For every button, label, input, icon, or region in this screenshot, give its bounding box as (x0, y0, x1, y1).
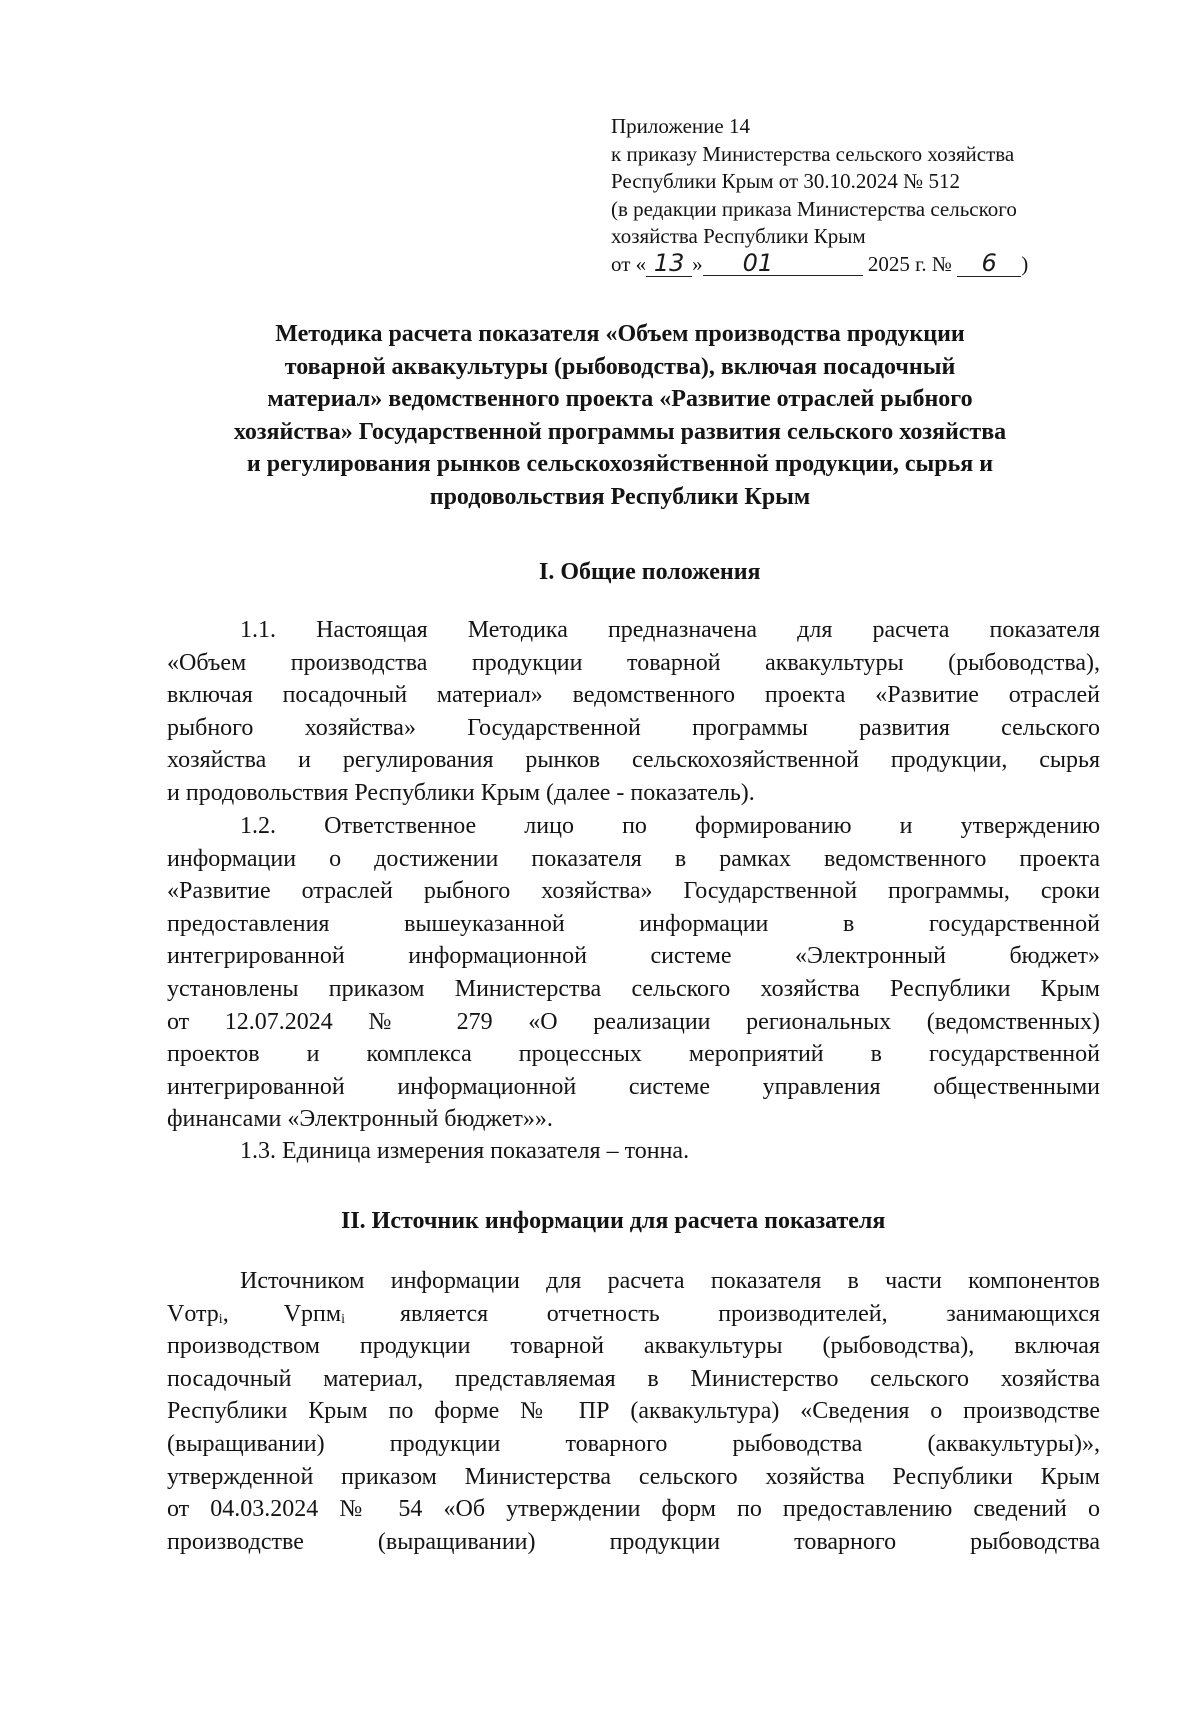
appendix-header (611, 113, 1111, 278)
appendix-date-line (611, 248, 1111, 279)
appendix-line-5: хозяйства Республики Крым (611, 224, 866, 248)
date-year: 2025 г. № (867, 251, 952, 276)
variable-votr: Vотрi, (167, 1300, 229, 1327)
paragraph-line: интегрированной информационной системе управления общественными (167, 1073, 1100, 1100)
title-line: товарной аквакультуры (рыбоводства), включая посадочный (284, 353, 956, 380)
title-line: и регулирования рынков сельскохозяйственной продукции, сырья и (246, 451, 994, 477)
paragraph-line: рыбного хозяйства» Государственной программы развития сельского (167, 714, 1100, 741)
variable-vrpm: Vрпмi (283, 1300, 345, 1327)
paragraph-line-rest: является отчетность производителей, занимающихся (399, 1300, 1100, 1327)
paragraph-1-2 (167, 810, 1100, 1136)
paragraph-line: производстве (выращивании) продукции товарного рыбоводства (167, 1528, 1100, 1555)
paragraph-line: 1.3. Единица измерения показателя – тонна. (240, 1138, 690, 1164)
paragraph-line-variables (167, 1298, 1100, 1331)
document-title (150, 318, 1090, 513)
paragraph-line: финансами «Электронный бюджет»». (167, 1106, 553, 1133)
section-heading-general: I. Общие положения (539, 559, 761, 585)
paragraph-line: интегрированной информационной системе «Электронный бюджет» (167, 943, 1100, 970)
paragraph-line: хозяйства и регулирования рынков сельскохозяйственной продукции, сырья (167, 747, 1100, 774)
handwritten-day: 13 (646, 252, 692, 277)
paragraph-line: Источником информации для расчета показателя в части компонентов (240, 1268, 1100, 1294)
paragraph-line: утвержденной приказом Министерства сельского хозяйства Республики Крым (167, 1463, 1100, 1490)
paragraph-line: 1.2. Ответственное лицо по формированию и утверждению (240, 813, 1100, 839)
paragraph-line: производством продукции товарной аквакультуры (рыбоводства), включая (167, 1333, 1100, 1360)
paragraph-line: 1.1. Настоящая Методика предназначена для расчета показателя (240, 617, 1100, 643)
paragraph-line: Республики Крым по форме № ПР (аквакультура) «Сведения о производстве (167, 1398, 1100, 1425)
paragraph-line: (выращивании) продукции товарного рыбоводства (аквакультуры)», (167, 1430, 1100, 1457)
title-line: материал» ведомственного проекта «Развитие отраслей рыбного (267, 386, 973, 412)
paragraph-line: проектов и комплекса процессных мероприятий в государственной (167, 1041, 1100, 1068)
paragraph-line: информации о достижении показателя в рамках ведомственного проекта (167, 845, 1100, 872)
date-mid: » (692, 251, 703, 276)
appendix-line-3: Республики Крым от 30.10.2024 № 512 (611, 169, 960, 193)
paragraph-line: предоставления вышеуказанной информации в государственной (167, 910, 1100, 937)
paragraph-1-1 (167, 614, 1100, 810)
paragraph-source (167, 1265, 1100, 1558)
date-prefix: от « (611, 251, 647, 276)
handwritten-month: 01 (703, 252, 863, 276)
paragraph-line: «Развитие отраслей рыбного хозяйства» Государственной программы, сроки (167, 878, 1100, 905)
title-line: продовольствия Республики Крым (429, 483, 811, 510)
paragraph-line: посадочный материал, представляемая в Министерство сельского хозяйства (167, 1365, 1100, 1392)
paragraph-1-3 (167, 1135, 1100, 1168)
paragraph-line: и продовольствия Республики Крым (далее - показатель). (167, 779, 755, 806)
title-line: Методика расчета показателя «Объем производства продукции (275, 321, 965, 347)
paragraph-line: от 04.03.2024 № 54 «Об утверждении форм по предоставлению сведений о (167, 1496, 1100, 1523)
appendix-line-4: (в редакции приказа Министерства сельского (611, 196, 1017, 221)
paragraph-line: «Объем производства продукции товарной аквакультуры (рыбоводства), (167, 649, 1100, 676)
paragraph-line: установлены приказом Министерства сельского хозяйства Республики Крым (167, 975, 1100, 1002)
appendix-line-2: к приказу Министерства сельского хозяйства (611, 141, 1015, 166)
title-line: хозяйства» Государственной программы развития сельского хозяйства (233, 418, 1007, 445)
date-close: ) (1021, 251, 1029, 276)
paragraph-line: включая посадочный материал» ведомственного проекта «Развитие отраслей (167, 682, 1100, 709)
section-heading-source: II. Источник информации для расчета показателя (341, 1208, 886, 1234)
paragraph-line: от 12.07.2024 № 279 «О реализации региональных (ведомственных) (167, 1008, 1100, 1035)
handwritten-number: 6 (957, 252, 1021, 277)
appendix-line-1: Приложение 14 (611, 114, 750, 138)
